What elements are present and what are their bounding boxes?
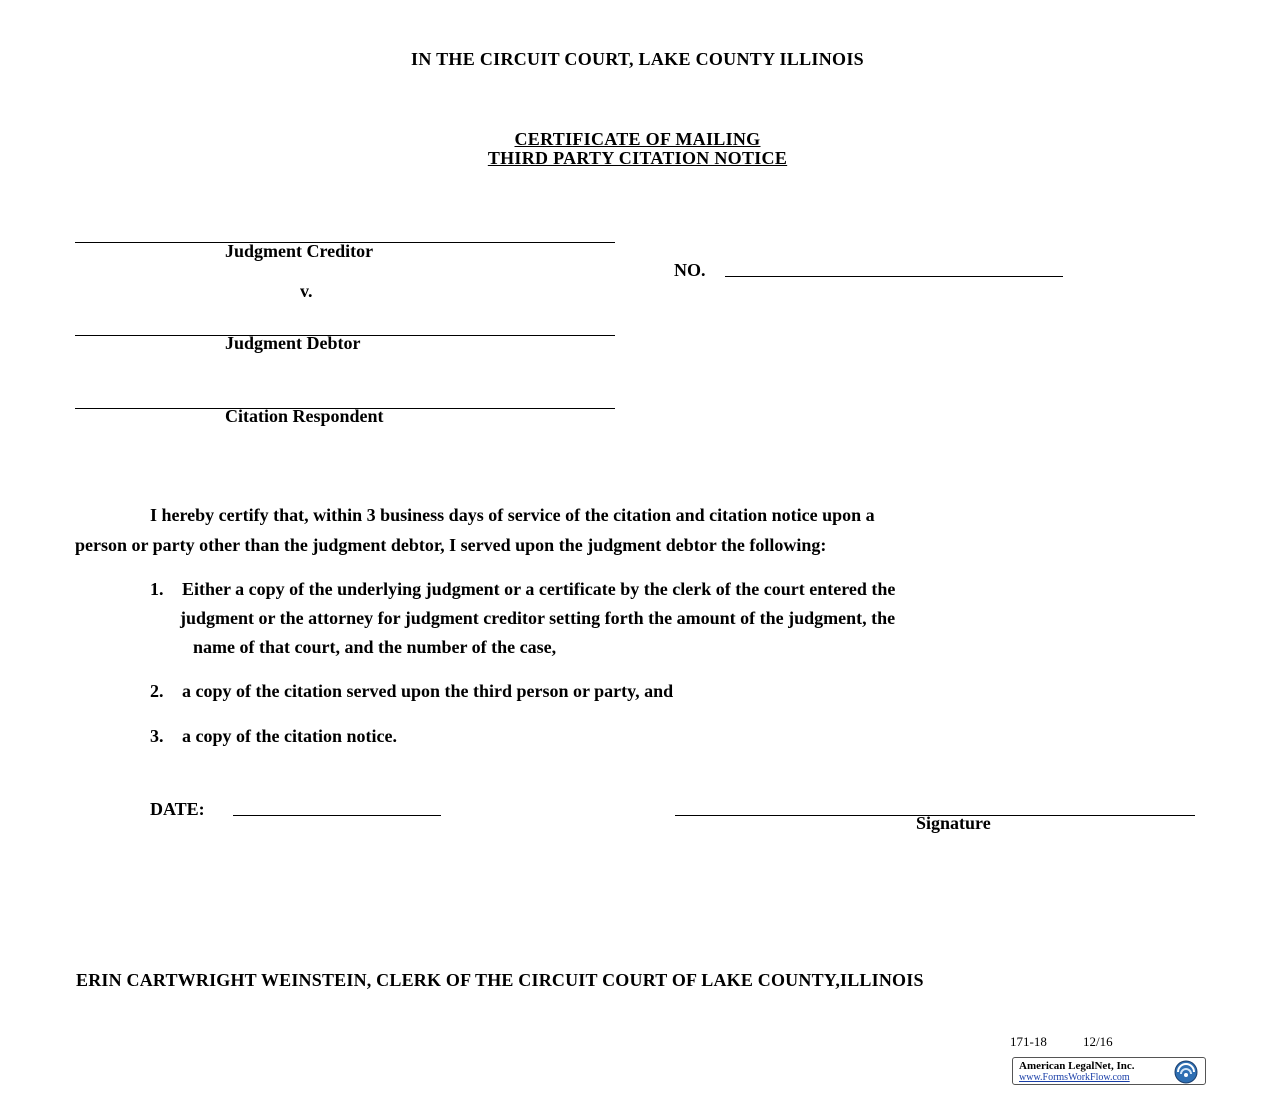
list-item-1-line2: judgment or the attorney for judgment creditor setting forth the amount of the judgment, the bbox=[180, 608, 896, 628]
form-title-line2: THIRD PARTY CITATION NOTICE bbox=[487, 148, 788, 168]
case-number-label: NO. bbox=[674, 260, 706, 280]
judgment-creditor-label: Judgment Creditor bbox=[225, 241, 374, 261]
judgment-debtor-label: Judgment Debtor bbox=[225, 333, 361, 353]
citation-respondent-label: Citation Respondent bbox=[225, 406, 384, 426]
list-item-number: 3. bbox=[150, 726, 164, 746]
list-item-number: 2. bbox=[150, 681, 164, 701]
certify-paragraph-line2: person or party other than the judgment debtor, I served upon the judgment debtor the following: bbox=[75, 535, 827, 555]
versus-label: v. bbox=[300, 281, 313, 301]
court-heading: IN THE CIRCUIT COURT, LAKE COUNTY ILLINOIS bbox=[411, 49, 864, 69]
form-title bbox=[0, 129, 1275, 150]
form-subtitle bbox=[0, 148, 1275, 169]
certify-paragraph-line1: I hereby certify that, within 3 business days of service of the citation and citation notice upon a bbox=[150, 505, 875, 525]
list-item-1-line1: Either a copy of the underlying judgment or a certificate by the clerk of the court entered the bbox=[182, 579, 896, 599]
form-revision-date: 12/16 bbox=[1083, 1034, 1113, 1049]
legalnet-logo-icon bbox=[1169, 1059, 1203, 1085]
list-item-2-line1: a copy of the citation served upon the third person or party, and bbox=[182, 681, 674, 701]
american-legalnet-badge[interactable] bbox=[1012, 1057, 1206, 1085]
date-label: DATE: bbox=[150, 799, 205, 819]
form-title-line1: CERTIFICATE OF MAILING bbox=[514, 129, 761, 149]
badge-company: American LegalNet, Inc. bbox=[1019, 1060, 1135, 1072]
list-item-3-line1: a copy of the citation notice. bbox=[182, 726, 397, 746]
form-number: 171-18 bbox=[1010, 1034, 1047, 1049]
badge-url-link[interactable]: www.FormsWorkFlow.com bbox=[1019, 1072, 1130, 1083]
clerk-footer: ERIN CARTWRIGHT WEINSTEIN, CLERK OF THE CIRCUIT COURT OF LAKE COUNTY,ILLINOIS bbox=[76, 970, 924, 990]
date-line[interactable] bbox=[233, 815, 441, 816]
case-number-line[interactable] bbox=[725, 276, 1063, 277]
list-item-1-line3: name of that court, and the number of the case, bbox=[193, 637, 557, 657]
list-item-number: 1. bbox=[150, 579, 164, 599]
signature-label: Signature bbox=[916, 813, 991, 833]
